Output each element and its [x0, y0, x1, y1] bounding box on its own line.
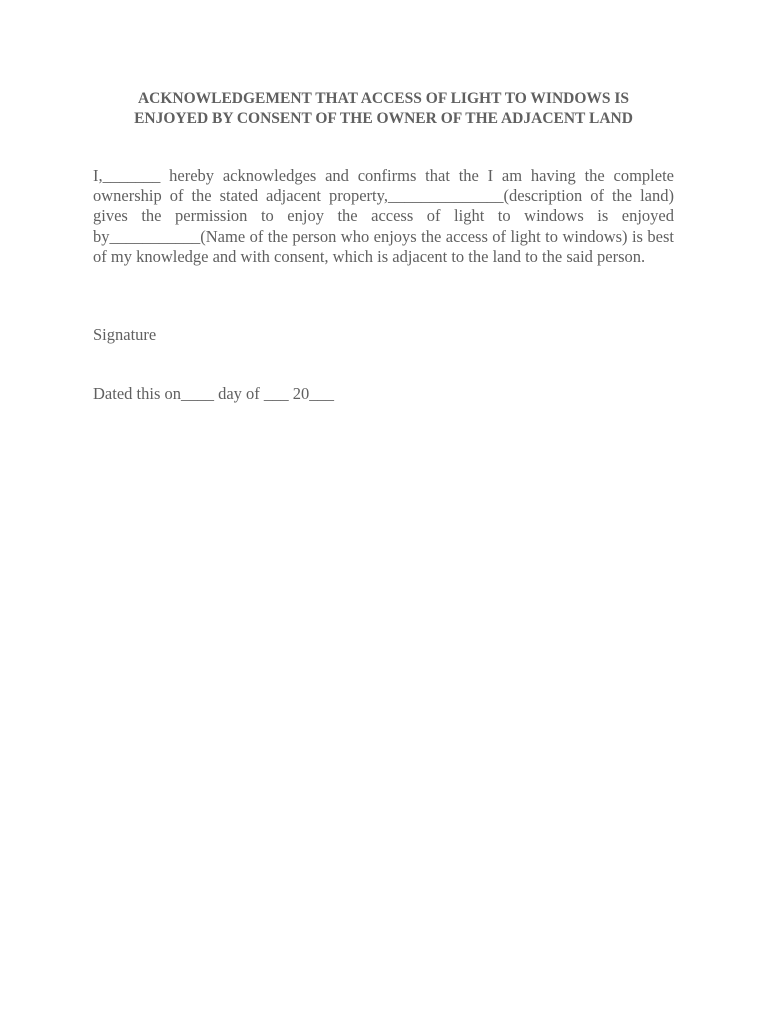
title-line-1: ACKNOWLEDGEMENT THAT ACCESS OF LIGHT TO WINDOWS IS: [137, 90, 630, 107]
title-line-2: ENJOYED BY CONSENT OF THE OWNER OF THE ADJACENT LAND: [134, 110, 633, 127]
acknowledgement-paragraph: I,_______ hereby acknowledges and confirms that the I am having the complete ownership of the stated adjacent property,______________(description of the land) gives the permission to enjoy the access of light to windows is enjoyed by___________(Name of the person who enjoys the access of light to windows) is best of my knowledge and with consent, which is adjacent to the land to the said person.: [93, 166, 674, 266]
signature-label: Signature: [93, 325, 157, 344]
dated-line: Dated this on____ day of ___ 20___: [93, 384, 335, 403]
document-title: [93, 89, 674, 129]
